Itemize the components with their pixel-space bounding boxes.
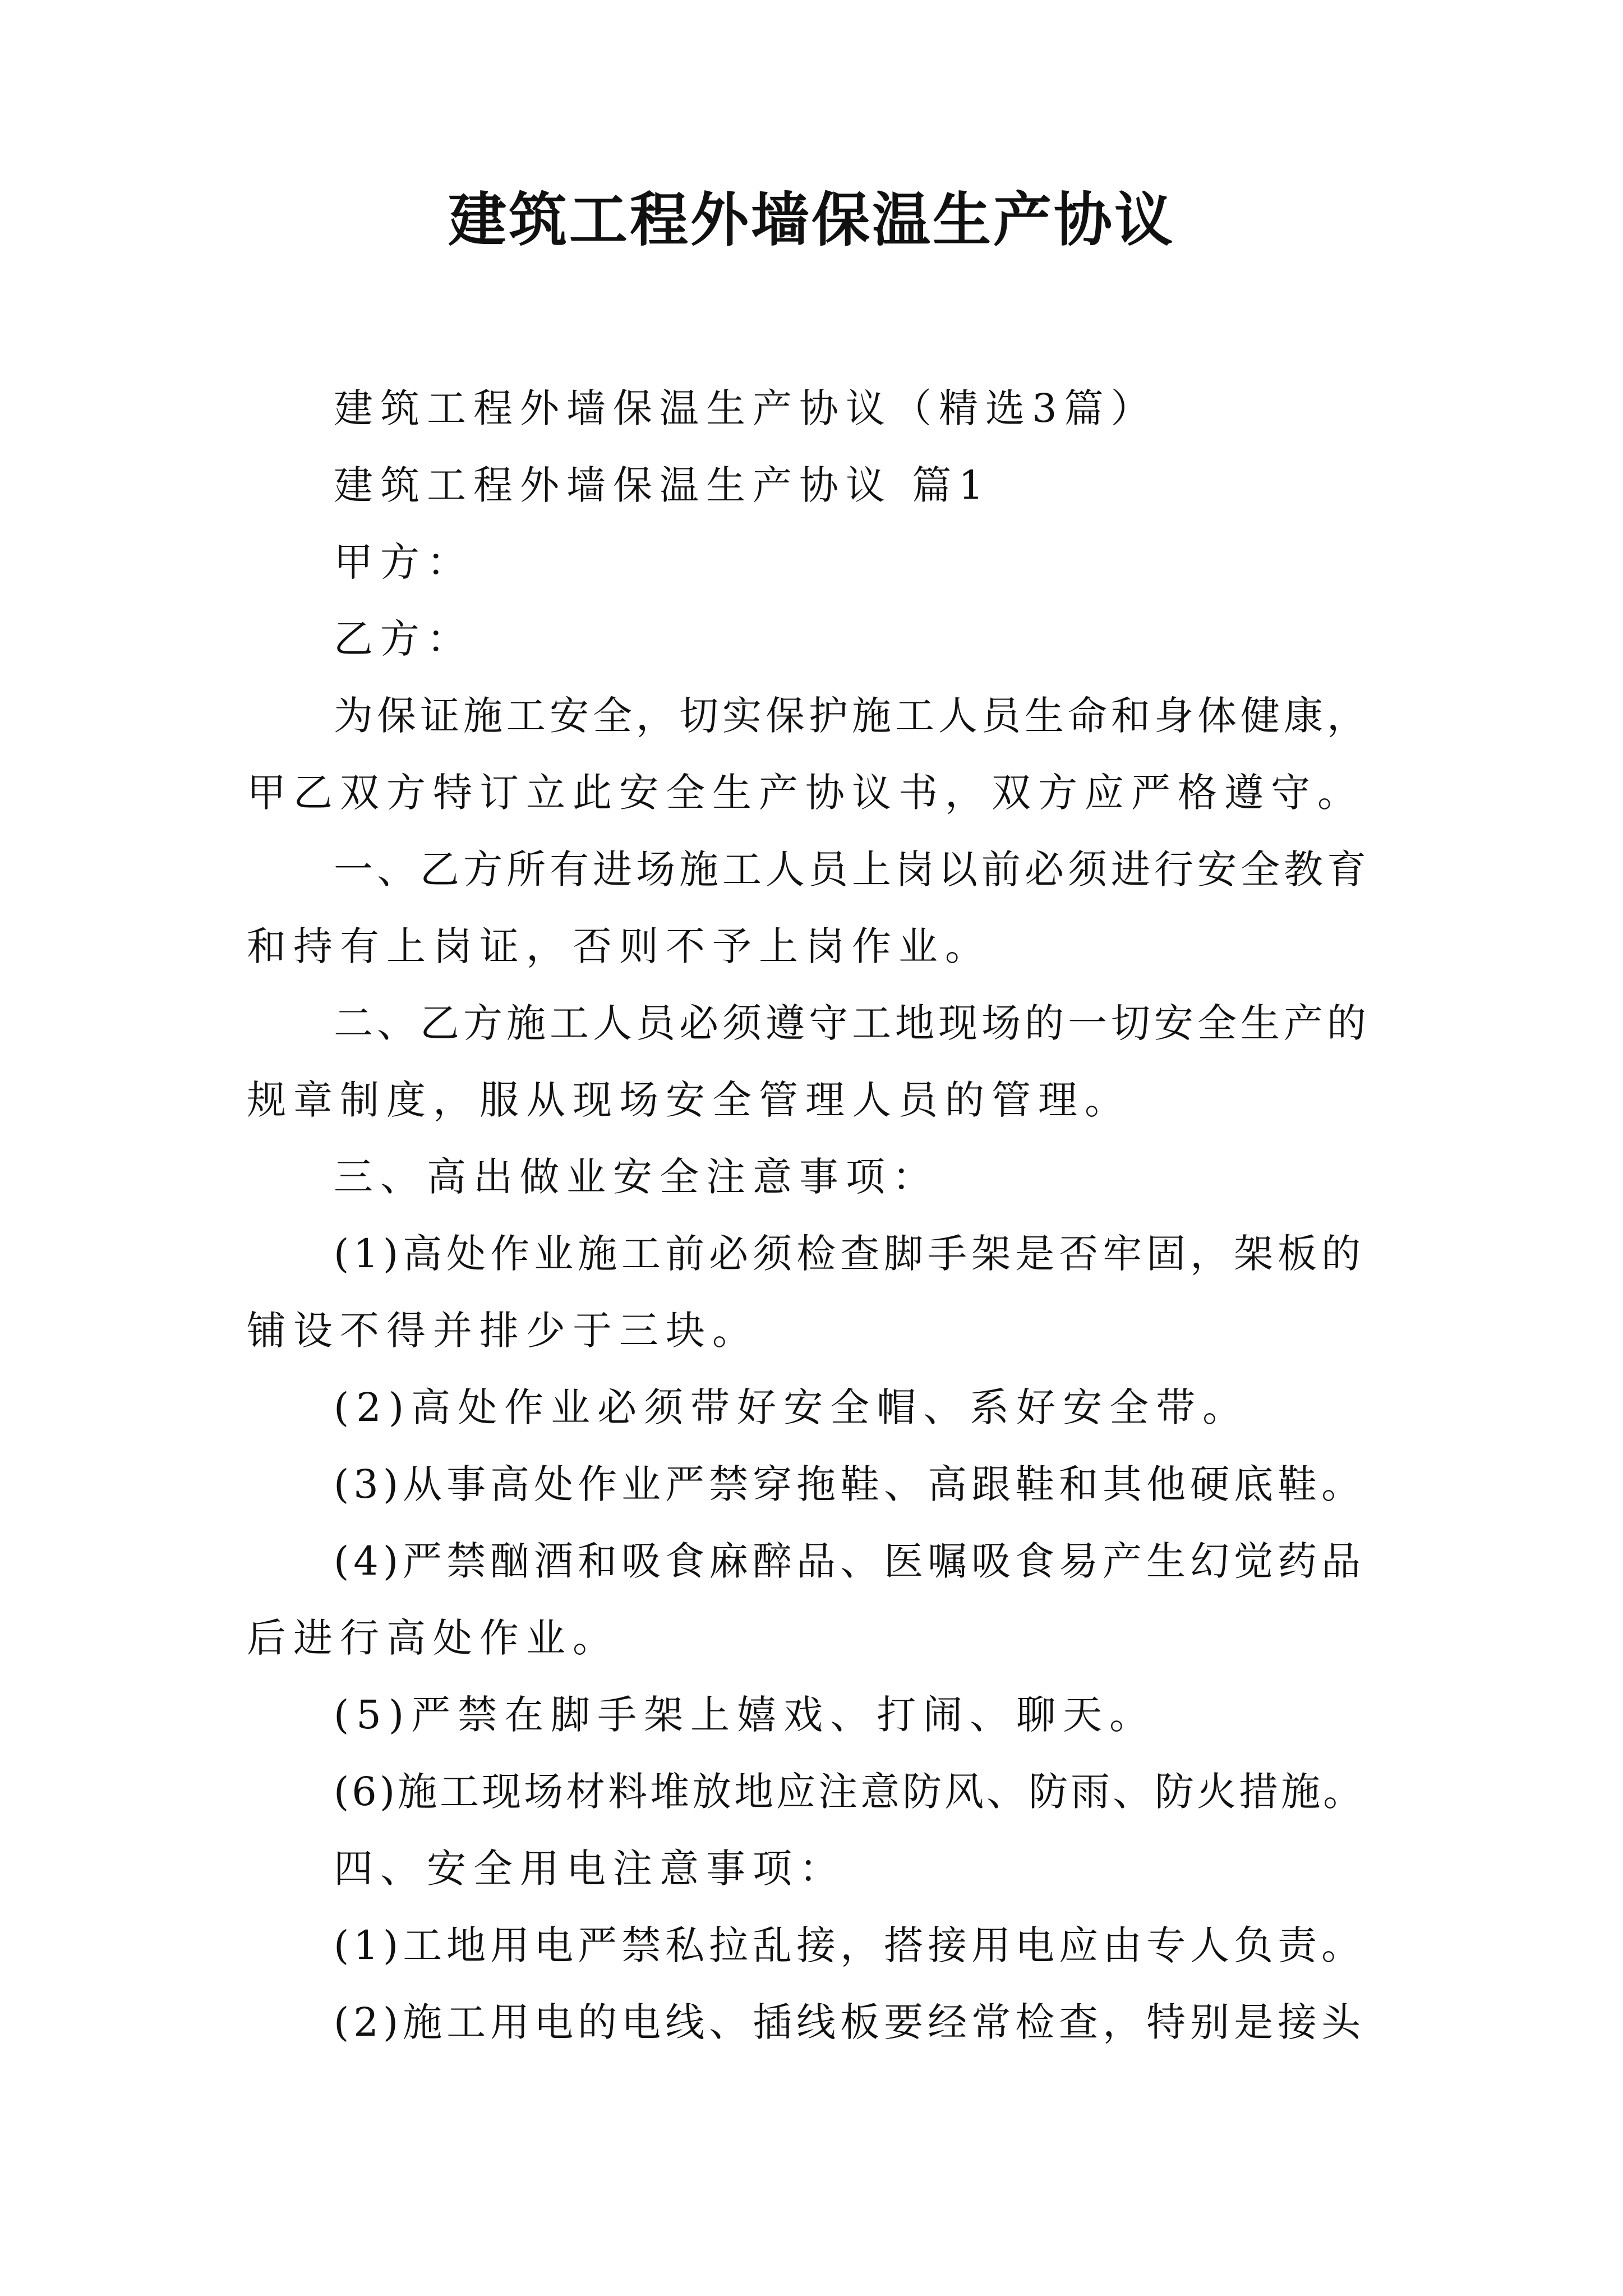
party-a-line: 甲方： bbox=[334, 539, 473, 585]
clause-line: 一、乙方所有进场施工人员上岗以前必须进行安全教育 bbox=[334, 846, 1370, 892]
list-item-line: (2)高处作业必须带好安全帽、系好安全带。 bbox=[334, 1384, 1249, 1430]
paragraph-line: 为保证施工安全，切实保护施工人员生命和身体健康， bbox=[334, 693, 1370, 739]
list-item-line: (5)严禁在脚手架上嬉戏、打闹、聊天。 bbox=[334, 1692, 1156, 1738]
clause-line: 和持有上岗证，否则不予上岗作业。 bbox=[247, 923, 992, 969]
clause-heading: 四、安全用电注意事项： bbox=[334, 1846, 846, 1892]
list-item-line: (2)施工用电的电线、插线板要经常检查，特别是接头 bbox=[334, 1999, 1366, 2045]
clause-line: 规章制度，服从现场安全管理人员的管理。 bbox=[247, 1077, 1131, 1123]
list-item-line: (3)从事高处作业严禁穿拖鞋、高跟鞋和其他硬底鞋。 bbox=[334, 1461, 1366, 1507]
list-item-line: (1)高处作业施工前必须检查脚手架是否牢固，架板的 bbox=[334, 1231, 1366, 1277]
list-item-line: 铺设不得并排少于三块。 bbox=[247, 1308, 759, 1354]
list-item-line: 后进行高处作业。 bbox=[247, 1615, 619, 1661]
clause-heading: 三、高出做业安全注意事项： bbox=[334, 1154, 939, 1200]
list-item-line: (6)施工现场材料堆放地应注意防风、防雨、防火措施。 bbox=[334, 1769, 1366, 1815]
paragraph-line: 甲乙双方特订立此安全生产协议书，双方应严格遵守。 bbox=[247, 770, 1364, 816]
party-b-line: 乙方： bbox=[334, 616, 473, 662]
list-item-line: (4)严禁酗酒和吸食麻醉品、医嘱吸食易产生幻觉药品 bbox=[334, 1538, 1366, 1584]
section-heading: 建筑工程外墙保温生产协议 篇1 bbox=[334, 462, 991, 508]
clause-line: 二、乙方施工人员必须遵守工地现场的一切安全生产的 bbox=[334, 1000, 1370, 1046]
subtitle-line: 建筑工程外墙保温生产协议（精选3篇） bbox=[334, 385, 1158, 431]
document-title: 建筑工程外墙保温生产协议 bbox=[448, 185, 1175, 254]
list-item-line: (1)工地用电严禁私拉乱接，搭接用电应由专人负责。 bbox=[334, 1922, 1366, 1968]
